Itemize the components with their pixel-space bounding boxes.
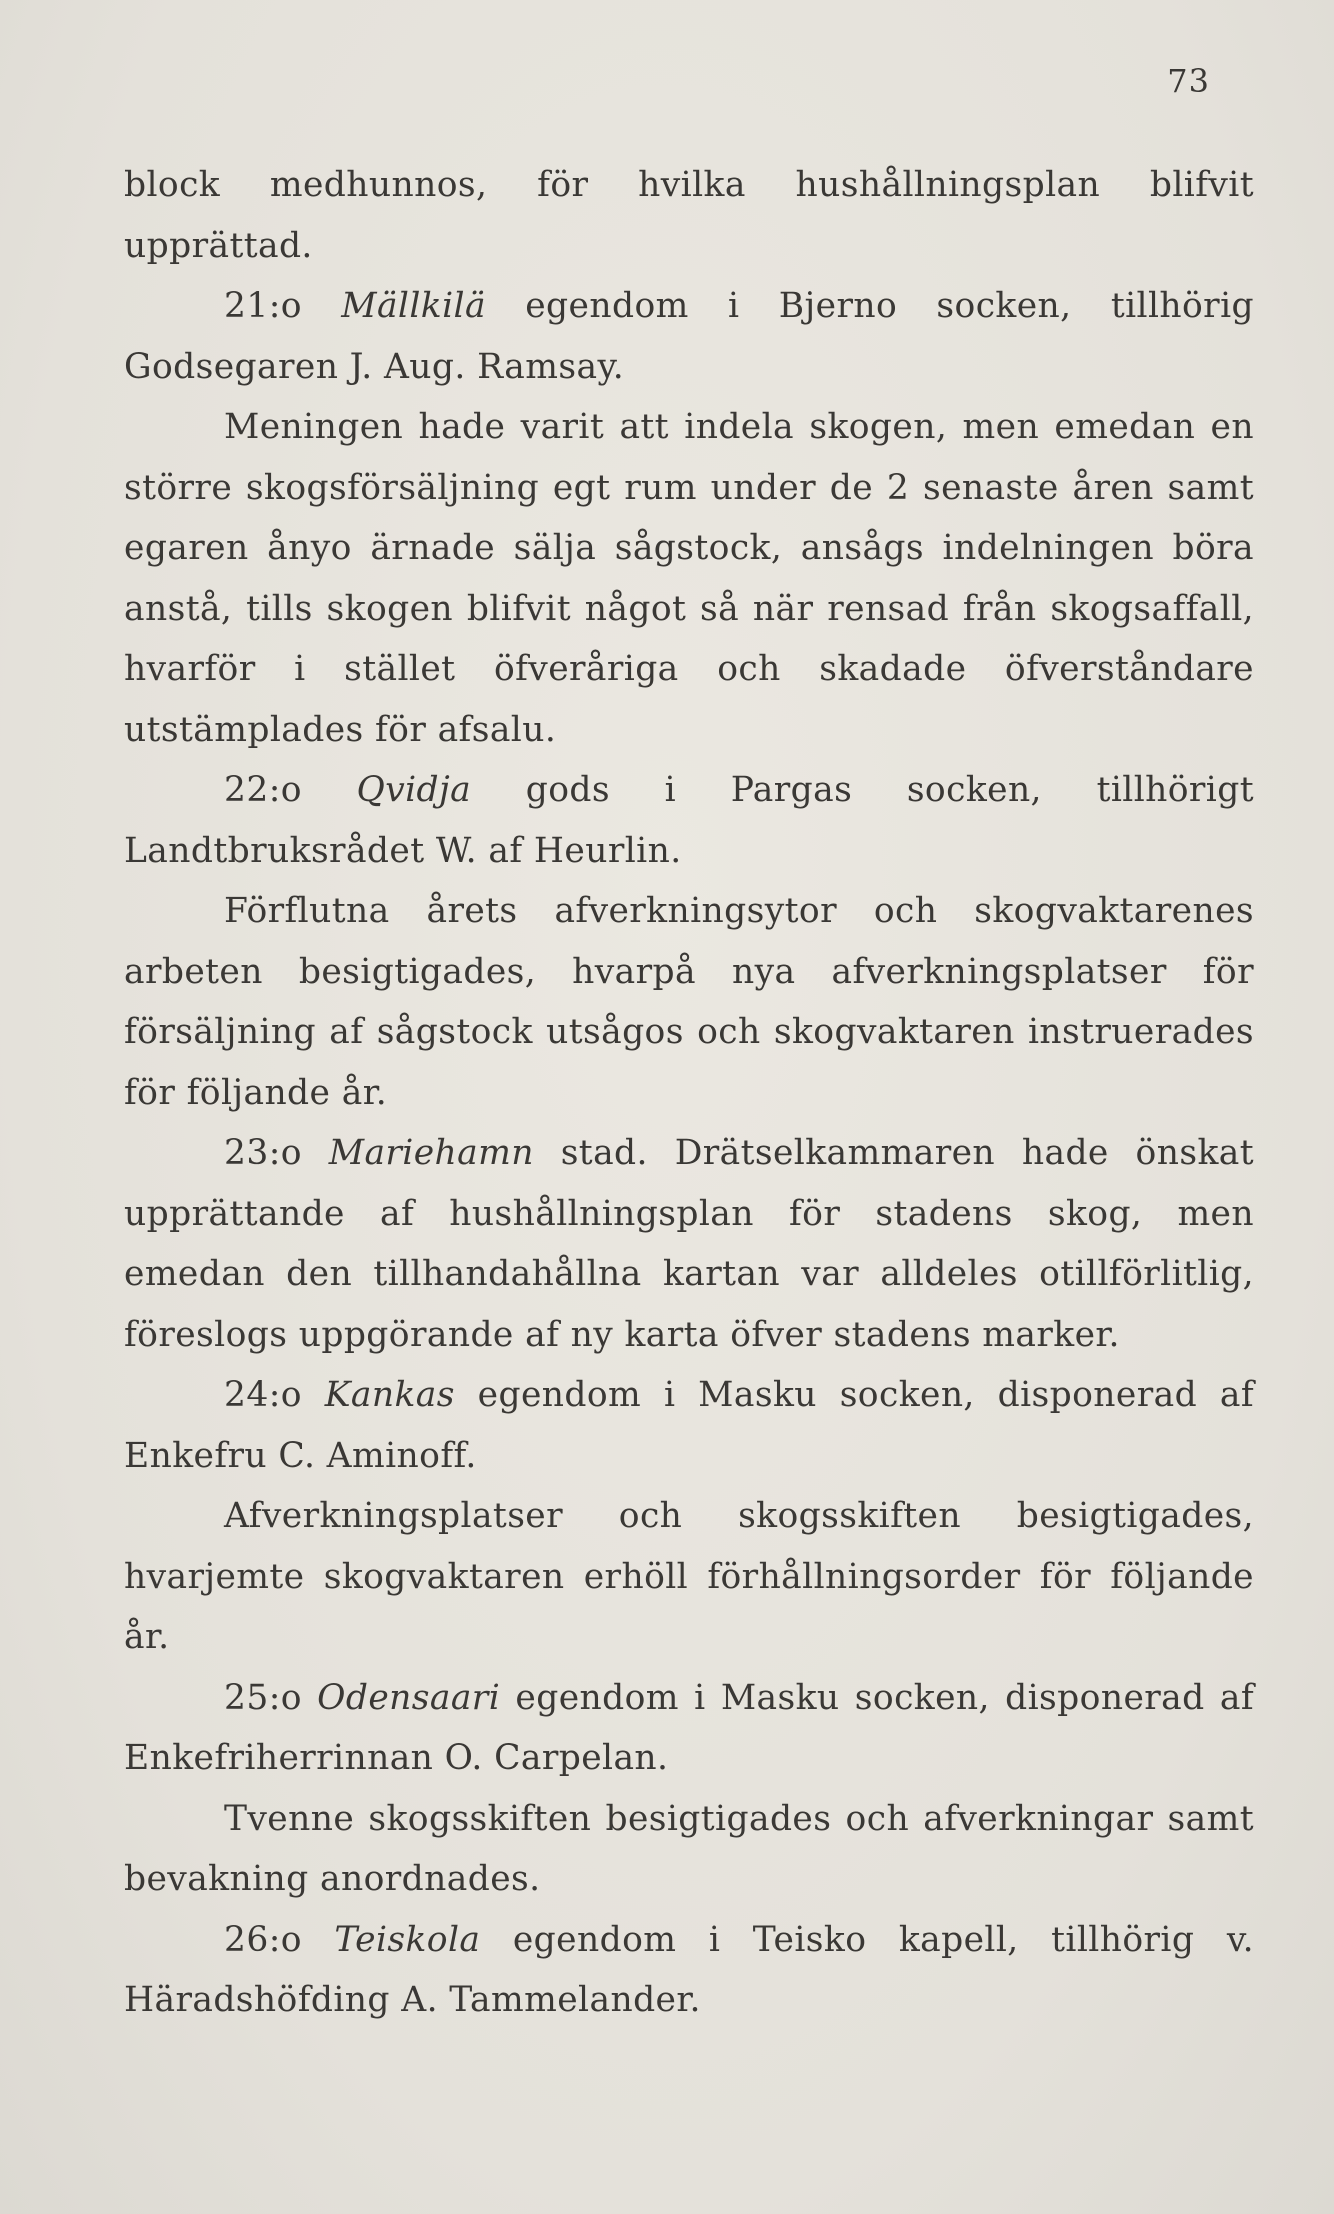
entry-number: 25:o: [224, 1677, 302, 1718]
paragraph-continuation: [124, 155, 1254, 276]
body-text: [124, 155, 1254, 2031]
entry-number: 24:o: [224, 1375, 302, 1415]
estate-name: Qvidja: [356, 770, 472, 810]
paragraph: [124, 1486, 1254, 1668]
paragraph: [124, 397, 1254, 760]
paragraph: [124, 1789, 1254, 1910]
paragraph-text: Förflutna årets afverkningsytor och skogvaktarenes arbeten besigtigades, hvarpå nya afverkningsplatser för försäljning af sågstock utsågos och skogvaktaren instruerades för följande år.: [124, 891, 1254, 1113]
entry-text: egendom i Masku socken, disponerad af Enkefru C. Aminoff.: [124, 1375, 1254, 1476]
entry-text: egendom i Teisko kapell, tillhörig v. Häradshöfding A. Tammelander.: [124, 1919, 1254, 2020]
entry-text: egendom i Masku socken, disponerad af Enkefriherrinnan O. Carpelan.: [124, 1677, 1254, 1778]
estate-name: Mällkilä: [341, 286, 486, 326]
entry-number: 21:o: [224, 286, 302, 326]
entry-23: [124, 1123, 1254, 1365]
entry-24: [124, 1365, 1254, 1486]
entry-number: 22:o: [224, 770, 302, 810]
estate-name: Teiskola: [334, 1919, 481, 1960]
entry-21: [124, 276, 1254, 397]
entry-text: stad. Drätselkammaren hade önskat upprättande af hushållningsplan för stadens skog, men emedan den tillhandahållna kartan var alldeles otillförlitlig, föreslogs uppgörande af ny karta öfver stadens marker.: [124, 1133, 1254, 1355]
entry-22: [124, 760, 1254, 881]
entry-text: egendom i Bjerno socken, tillhörig Godsegaren J. Aug. Ramsay.: [124, 286, 1254, 387]
page-number: 73: [1167, 62, 1210, 100]
estate-name: Odensaari: [317, 1677, 501, 1718]
entry-number: 23:o: [224, 1133, 302, 1173]
entry-25: [124, 1668, 1254, 1789]
paragraph-text: Afverkningsplatser och skogsskiften besigtigades, hvarjemte skogvaktaren erhöll förhållningsorder för följande år.: [124, 1496, 1254, 1657]
paragraph-text: Tvenne skogsskiften besigtigades och afverkningar samt bevakning anordnades.: [124, 1798, 1254, 1899]
estate-name: Mariehamn: [328, 1133, 534, 1173]
paragraph: [124, 881, 1254, 1123]
estate-name: Kankas: [324, 1375, 455, 1415]
paragraph-text: block medhunnos, för hvilka hushållningsplan blifvit upprättad.: [124, 165, 1254, 266]
entry-text: gods i Pargas socken, tillhörigt Landtbruksrådet W. af Heurlin.: [124, 770, 1254, 871]
entry-number: 26:o: [224, 1919, 302, 1960]
entry-26: [124, 1910, 1254, 2031]
paragraph-text: Meningen hade varit att indela skogen, men emedan en större skogsförsäljning egt rum under de 2 senaste åren samt egaren ånyo ärnade sälja sågstock, ansågs indelningen böra anstå, tills skogen blifvit något så när rensad från skogsaffall, hvarför i stället öfveråriga och skadade öfverståndare utstämplades för afsalu.: [124, 407, 1254, 750]
